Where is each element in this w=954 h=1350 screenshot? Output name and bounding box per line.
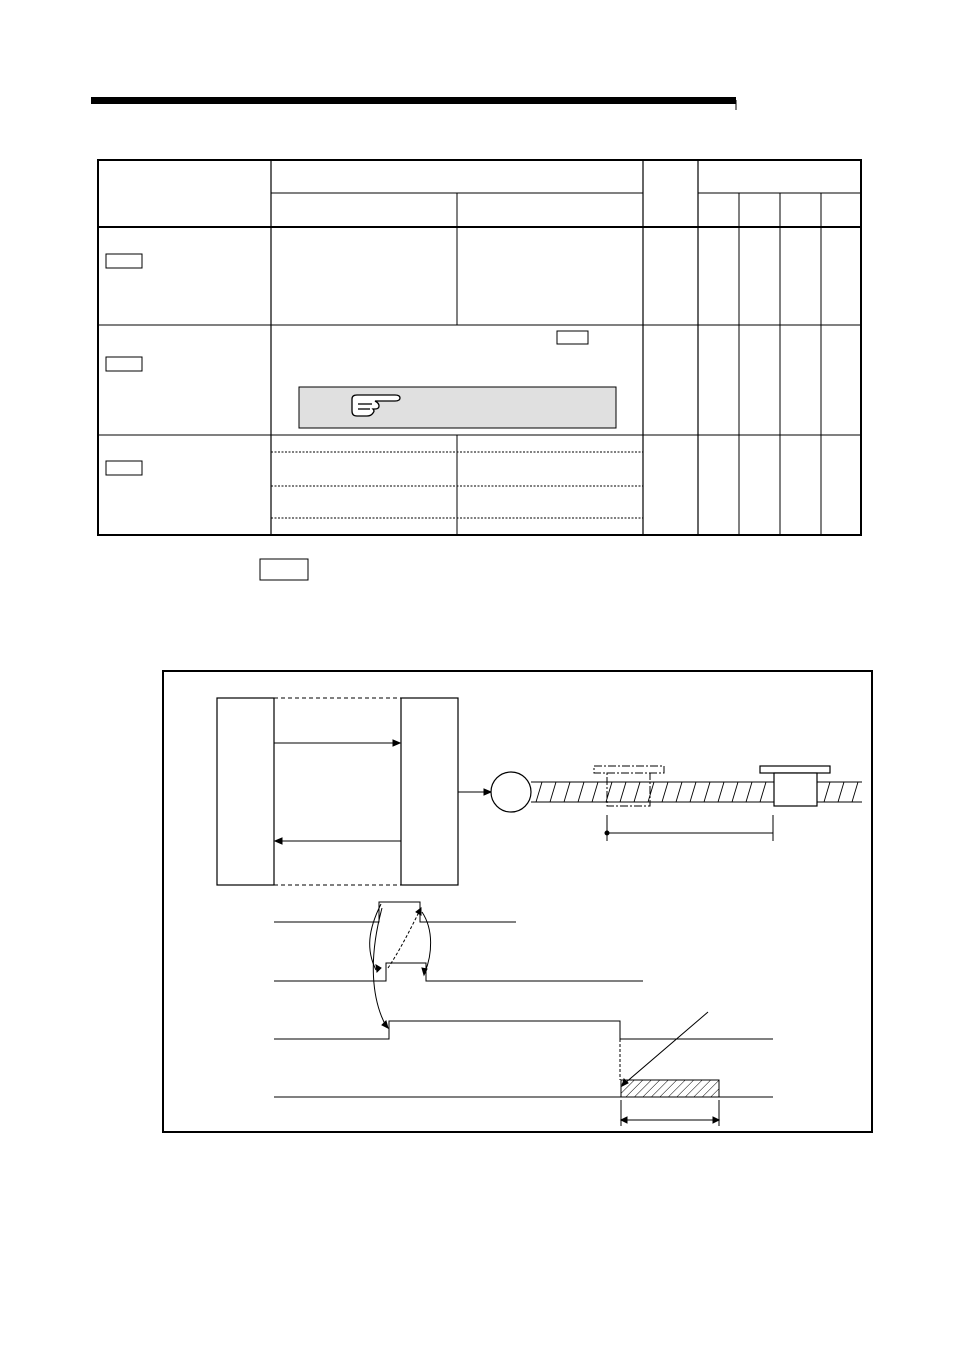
cpu-block: [217, 698, 274, 885]
table-start-position: [594, 766, 664, 806]
heading-bar: [91, 97, 736, 110]
signal-line: [274, 963, 643, 981]
signal-line: [274, 902, 516, 922]
table-end-position: [760, 766, 830, 806]
signal-line: [274, 1021, 773, 1039]
reference-callout: [299, 387, 616, 428]
parameter-table: [98, 160, 861, 535]
qd75-block: [401, 698, 458, 885]
timing-diagram: [163, 671, 872, 1132]
row-label-box: [106, 254, 142, 268]
hatched-pulse: [621, 1080, 719, 1097]
row-label-box: [106, 461, 142, 475]
inline-label-box: [557, 331, 588, 344]
row-label-box: [106, 357, 142, 371]
note-box: [260, 559, 308, 580]
servo-motor-icon: [491, 772, 531, 812]
